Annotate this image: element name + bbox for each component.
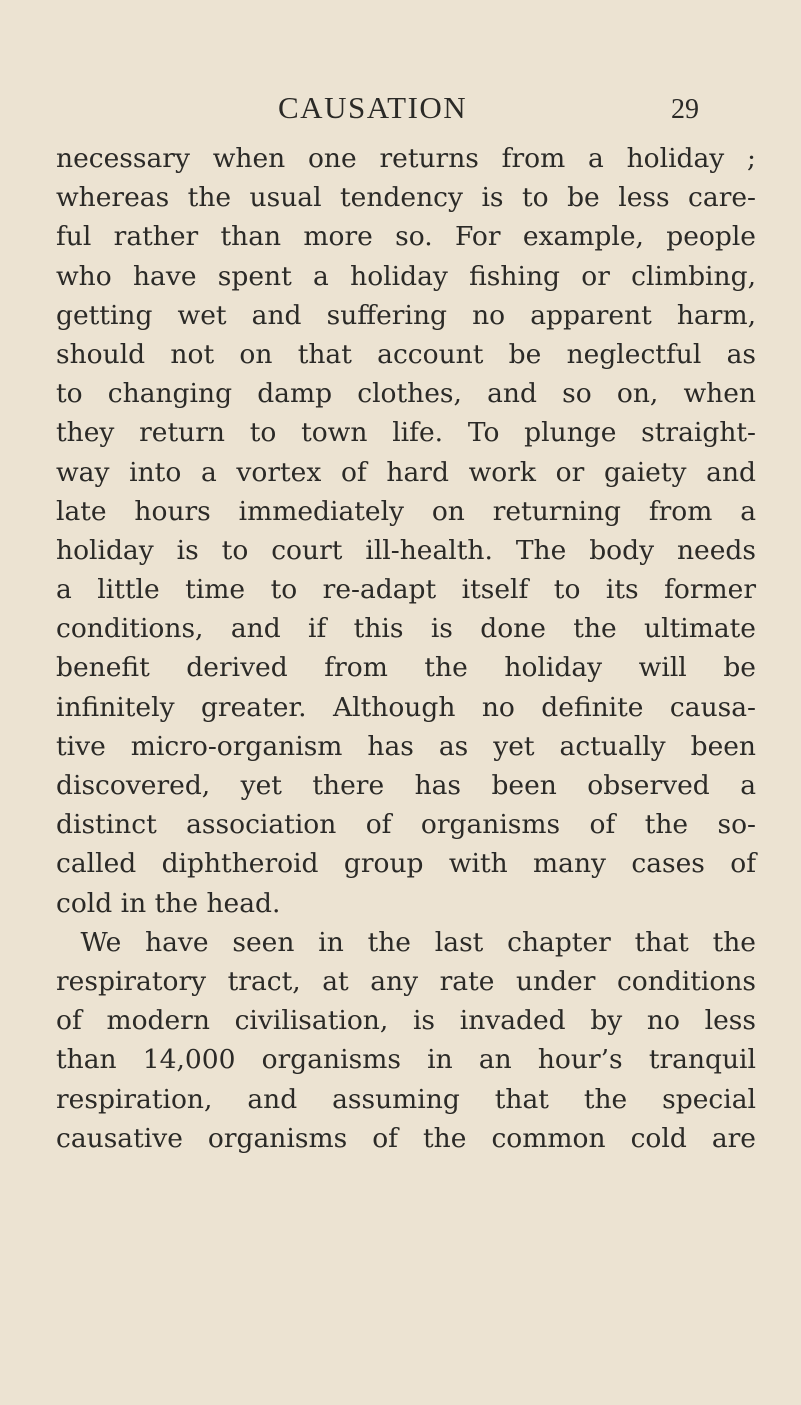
- text-line: a little time to re-adapt itself to its former: [56, 574, 756, 606]
- text-line: whereas the usual tendency is to be less care-: [56, 182, 756, 214]
- text-line: benefit derived from the holiday will be: [56, 652, 756, 684]
- page-number: 29: [671, 94, 699, 125]
- text-line: respiration, and assuming that the special: [56, 1083, 756, 1115]
- text-line: should not on that account be neglectful as: [56, 338, 756, 370]
- text-line: discovered, yet there has been observed a: [56, 770, 756, 801]
- text-line: necessary when one returns from a holiday ;: [56, 143, 756, 174]
- text-line: distinct association of organisms of the so-: [56, 809, 756, 841]
- text-line: than 14,000 organisms in an hour’s tranquil: [56, 1044, 756, 1076]
- text-line: called diphtheroid group with many cases of: [56, 848, 756, 880]
- page-header: [0, 88, 801, 128]
- text-line: getting wet and suffering no apparent harm,: [56, 299, 756, 331]
- text-line: cold in the head.: [56, 887, 281, 919]
- text-line: conditions, and if this is done the ultimate: [56, 613, 756, 645]
- text-line: respiratory tract, at any rate under conditions: [56, 965, 756, 997]
- text-line: way into a vortex of hard work or gaiety and: [56, 456, 756, 488]
- text-line: of modern civilisation, is invaded by no less: [56, 1005, 756, 1037]
- text-line: to changing damp clothes, and so on, when: [56, 378, 756, 410]
- text-line: late hours immediately on returning from a: [56, 495, 756, 527]
- text-line: holiday is to court ill-health. The body needs: [56, 534, 756, 566]
- text-line: infinitely greater. Although no definite causa-: [56, 691, 756, 723]
- body-text: [56, 139, 756, 1158]
- text-line: causative organisms of the common cold are: [56, 1122, 756, 1154]
- paragraph-1: [56, 139, 756, 923]
- text-line: who have spent a holiday fishing or climbing,: [56, 260, 756, 292]
- running-head: CAUSATION: [278, 90, 468, 125]
- text-line: they return to town life. To plunge straight-: [56, 417, 756, 449]
- text-line: tive micro-organism has as yet actually been: [56, 730, 756, 762]
- paragraph-2: [56, 923, 756, 1158]
- text-line: We have seen in the last chapter that the: [80, 926, 756, 958]
- text-line: ful rather than more so. For example, people: [56, 221, 756, 253]
